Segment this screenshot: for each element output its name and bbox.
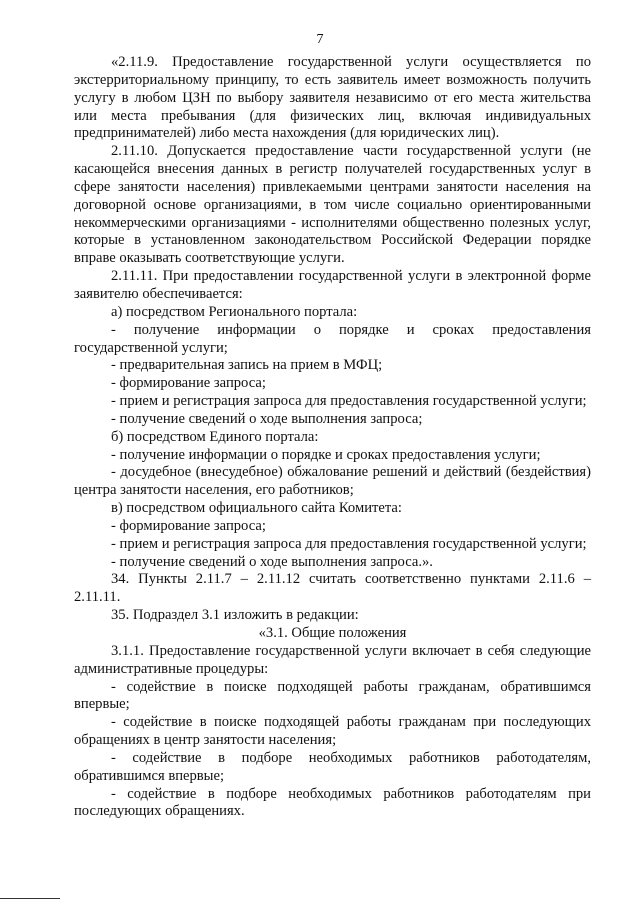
paragraph-2-11-9: «2.11.9. Предоставление государственной услуги осуществляется по экстерриториальному принципу, то есть заявитель имеет возможность получить услугу в любом ЦЗН по выбору заявителя независимо от его места жительства или места пребывания (для физических лиц, включая индивидуальных предпринимателей) либо места нахождения (для юридических лиц). bbox=[74, 54, 591, 142]
document-body bbox=[74, 54, 591, 821]
paragraph-item-34: 34. Пункты 2.11.7 – 2.11.12 считать соответственно пунктами 2.11.6 – 2.11.11. bbox=[74, 571, 591, 606]
paragraph-item-35: 35. Подраздел 3.1 изложить в редакции: bbox=[111, 607, 359, 624]
list-item: - содействие в поиске подходящей работы гражданам, обратившимся впервые; bbox=[74, 678, 591, 713]
list-item: - получение информации о порядке и сроках предоставления государственной услуги; bbox=[74, 321, 591, 356]
list-item: - формирование запроса; bbox=[111, 517, 266, 534]
list-item: - досудебное (внесудебное) обжалование решений и действий (бездействия) центра занятости населения, его работников; bbox=[74, 464, 591, 499]
list-item: - содействие в подборе необходимых работников работодателям, обратившимся впервые; bbox=[74, 749, 591, 784]
list-item: - предварительная запись на прием в МФЦ; bbox=[111, 357, 383, 374]
list-item: - прием и регистрация запроса для предоставления государственной услуги; bbox=[111, 535, 587, 552]
list-heading-committee-site: в) посредством официального сайта Комитета: bbox=[111, 500, 402, 517]
section-heading-3-1: «3.1. Общие положения bbox=[258, 625, 407, 641]
list-item: - получение информации о порядке и сроках предоставления услуги; bbox=[111, 446, 541, 463]
list-item: - получение сведений о ходе выполнения запроса; bbox=[111, 410, 423, 427]
paragraph-2-11-11: 2.11.11. При предоставлении государственной услуги в электронной форме заявителю обеспечивается: bbox=[74, 268, 591, 302]
list-item: - получение сведений о ходе выполнения запроса.». bbox=[111, 553, 433, 570]
paragraph-3-1-1: 3.1.1. Предоставление государственной услуги включает в себя следующие административные процедуры: bbox=[74, 642, 591, 677]
list-item: - содействие в поиске подходящей работы гражданам при последующих обращениях в центр занятости населения; bbox=[74, 714, 591, 749]
list-heading-regional-portal: а) посредством Регионального портала: bbox=[111, 303, 358, 320]
list-item: - содействие в подборе необходимых работников работодателям при последующих обращениях. bbox=[74, 785, 591, 820]
page-number: 7 bbox=[316, 32, 324, 47]
footer-divider bbox=[0, 898, 60, 899]
list-item: - прием и регистрация запроса для предоставления государственной услуги; bbox=[111, 393, 587, 410]
list-item: - формирование запроса; bbox=[111, 375, 266, 392]
paragraph-2-11-10: 2.11.10. Допускается предоставление части государственной услуги (не касающейся внесения данных в регистр получателей государственных услуг в сфере занятости населения) привлекаемыми центрами занятости населения на договорной основе организациями, в том числе социально ориентированными некоммерческими организациями - исполнителями общественно полезных услуг, которые в установленном законодательством Российской Федерации порядке вправе оказывать соответствующие услуги. bbox=[74, 143, 591, 267]
list-heading-unified-portal: б) посредством Единого портала: bbox=[111, 428, 319, 445]
